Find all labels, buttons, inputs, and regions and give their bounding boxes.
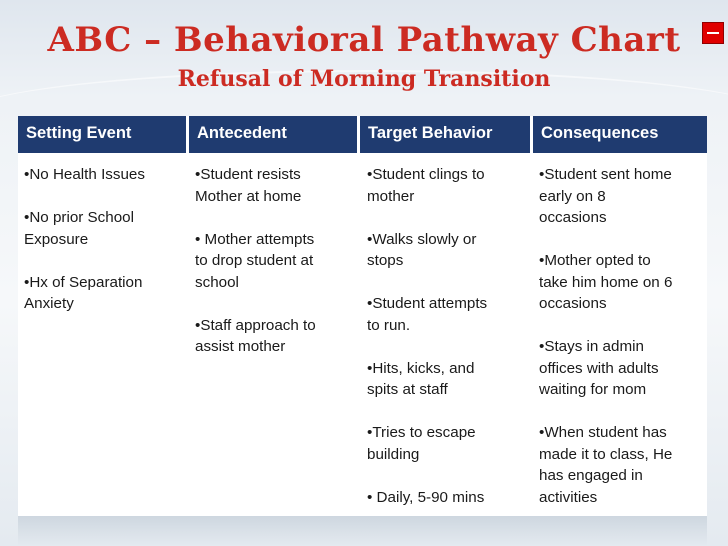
cell-line: to run.: [367, 316, 411, 334]
line-gap: [195, 207, 316, 229]
abc-table: [18, 116, 707, 516]
cell-line: •No prior School: [24, 209, 134, 226]
cell-line: has engaged in: [539, 467, 643, 484]
cell-line: waiting for mom: [539, 381, 647, 398]
header-label: Consequences: [541, 124, 659, 142]
page-subtitle: Refusal of Morning Transition: [177, 66, 551, 92]
cell-line: •Stays in admin: [539, 338, 644, 355]
line-gap: [24, 250, 145, 272]
cell-line: building: [367, 445, 420, 463]
cell-line: •No Health Issues: [24, 166, 145, 183]
cell-line: early on 8: [539, 187, 606, 205]
line-gap: [367, 336, 487, 358]
cell-line: •Mother opted to: [539, 252, 651, 269]
cell-line: •Hx of Separation: [24, 273, 143, 291]
header-label: Target Behavior: [368, 124, 493, 142]
cell-setting-event: [24, 164, 145, 315]
line-gap: [367, 207, 487, 229]
cell-line: •When student has: [539, 424, 667, 441]
line-gap: [367, 401, 487, 423]
cell-line: to drop student at: [195, 252, 314, 269]
cell-line: assist mother: [195, 338, 286, 355]
line-gap: [539, 229, 672, 251]
cell-line: stops: [367, 252, 404, 269]
table-header-row: [18, 116, 707, 153]
cell-antecedent: [195, 164, 316, 358]
line-gap: [367, 272, 487, 294]
cell-line: occasions: [539, 209, 607, 226]
cell-line: Anxiety: [24, 295, 74, 312]
cell-line: mother: [367, 187, 415, 205]
line-gap: [24, 186, 145, 208]
cell-line: spits at staff: [367, 381, 448, 398]
line-gap: [539, 401, 672, 423]
cell-target-behavior: [367, 164, 487, 508]
cell-consequences: [539, 164, 672, 508]
cell-line: offices with adults: [539, 359, 659, 377]
cell-line: •Tries to escape: [367, 424, 476, 441]
cell-line: school: [195, 273, 239, 291]
page-title: ABC – Behavioral Pathway Chart: [47, 20, 681, 60]
cell-line: • Daily, 5-90 mins: [367, 488, 485, 506]
table-shadow: [18, 516, 707, 546]
cell-line: •Student clings to: [367, 166, 485, 183]
cell-line: made it to class, He: [539, 445, 673, 463]
cell-line: •Walks slowly or: [367, 230, 477, 248]
cell-line: take him home on 6: [539, 273, 673, 291]
line-gap: [367, 465, 487, 487]
cell-line: activities: [539, 488, 598, 506]
cell-line: •Student attempts: [367, 295, 488, 312]
header-label: Antecedent: [197, 124, 287, 142]
cell-line: •Student sent home: [539, 166, 672, 183]
cell-line: Exposure: [24, 230, 89, 248]
line-gap: [539, 315, 672, 337]
line-gap: [195, 293, 316, 315]
cell-line: •Staff approach to: [195, 316, 316, 334]
cell-line: • Mother attempts: [195, 230, 315, 248]
header-label: Setting Event: [26, 124, 132, 142]
cell-line: •Student resists: [195, 166, 301, 183]
cell-line: occasions: [539, 295, 607, 312]
cell-line: •Hits, kicks, and: [367, 359, 475, 377]
cell-line: Mother at home: [195, 187, 302, 205]
